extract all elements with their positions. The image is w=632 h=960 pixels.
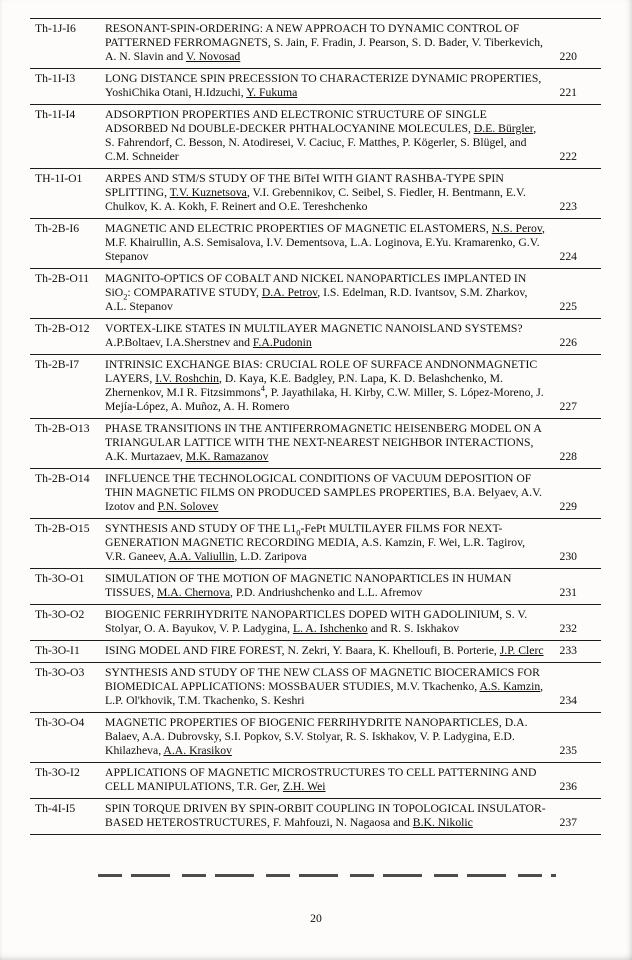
toc-entry <box>30 418 601 468</box>
entry-page-number: 227 <box>559 400 577 413</box>
toc-entry <box>30 604 601 640</box>
entry-title-authors: SYNTHESIS AND STUDY OF THE $L1_0$-FePt MULTILAYER FILMS FOR NEXT-GENERATION MAGNETIC RECORDING MEDIA, A.S. Kamzin, F. Wei, L.R. Tagirov, V.R. Ganeev, A.A. Valiullin, L.D. Zaripova <box>105 522 526 563</box>
toc-entry <box>30 104 601 168</box>
session-code: Th-2B-O14 <box>35 472 90 485</box>
entry-page-number: 224 <box>559 250 577 263</box>
entry-title-authors: APPLICATIONS OF MAGNETIC MICROSTRUCTURES TO CELL PATTERNING AND CELL MANIPULATIONS, T.R. Ger, Z.H. Wei <box>105 766 537 793</box>
entry-title-authors: LONG DISTANCE SPIN PRECESSION TO CHARACTERIZE DYNAMIC PROPERTIES, YoshiChika Otani, H.Idzuchi, Y. Fukuma <box>105 72 542 99</box>
program-contents-table <box>30 18 601 835</box>
session-code: Th-3O-O1 <box>35 572 85 585</box>
toc-entry <box>30 318 601 354</box>
toc-entry <box>30 468 601 518</box>
entry-page-number: 220 <box>559 50 577 63</box>
entry-page-number: 230 <box>559 550 577 563</box>
entry-title-authors: SIMULATION OF THE MOTION OF MAGNETIC NANOPARTICLES IN HUMAN TISSUES, M.A. Chernova, P.D. Andriushchenko and L.L. Afremov <box>105 572 512 599</box>
session-code: Th-1I-I4 <box>35 108 76 121</box>
toc-entry <box>30 798 601 834</box>
entry-title-authors: ADSORPTION PROPERTIES AND ELECTRONIC STRUCTURE OF SINGLE ADSORBED Nd DOUBLE-DECKER PHTHALOCYANINE MOLECULES, D.E. Bürgler, S. Fahrendorf, C. Besson, N. Atodiresei, V. Caciuc, F. Matthes, P. Kögerler, S. Blügel, and C.M. Schneider <box>105 108 537 163</box>
entry-page-number: 234 <box>559 694 577 707</box>
session-code: Th-2B-O15 <box>35 522 90 535</box>
entry-page-number: 228 <box>559 450 577 463</box>
session-code: Th-2B-I7 <box>35 358 80 371</box>
toc-entry <box>30 640 601 662</box>
session-code: Th-3O-I1 <box>35 644 80 657</box>
session-code: Th-4I-I5 <box>35 802 76 815</box>
toc-entry <box>30 168 601 218</box>
entry-title-authors: MAGNITO-OPTICS OF COBALT AND NICKEL NANOPARTICLES IMPLANTED IN SiO$_2$: COMPARATIVE STUDY, D.A. Petrov, I.S. Edelman, R.D. Ivantsov, S.M. Zharkov, A.L. Stepanov <box>105 272 528 313</box>
entry-title-authors: INTRINSIC EXCHANGE BIAS: CRUCIAL ROLE OF SURFACE ANDNONMAGNETIC LAYERS, I.V. Roshchin, D. Kaya, K.E. Badgley, P.N. Lapa, K. D. Belashchenko, M. Zhernenkov, M.I R. Fitzsimmons$^4$, P. Jayathilaka, H. Kirby, C.W. Miller, S. López-Moreno, J. Mejía-López, A. Muñoz, A. H. Romero <box>105 358 544 413</box>
entry-page-number: 221 <box>559 86 577 99</box>
entry-page-number: 231 <box>559 586 577 599</box>
entry-title-authors: RESONANT-SPIN-ORDERING: A NEW APPROACH TO DYNAMIC CONTROL OF PATTERNED FERROMAGNETS, S. Jain, F. Fradin, J. Pearson, S. D. Bader, V. Tiberkevich, A. N. Slavin and V. Novosad <box>105 22 543 63</box>
entry-page-number: 225 <box>559 300 577 313</box>
session-code: TH-1I-O1 <box>35 172 83 185</box>
session-code: Th-3O-I2 <box>35 766 80 779</box>
session-code: Th-3O-O2 <box>35 608 85 621</box>
entry-title-authors: ARPES AND STM/S STUDY OF THE BiTeI WITH GIANT RASHBA-TYPE SPIN SPLITTING, T.V. Kuznetsova, V.I. Grebennikov, C. Seibel, S. Fiedler, H. Bentmann, E.V. Chulkov, K. A. Kokh, F. Reinert and O.E. Tereshchenko <box>105 172 526 213</box>
entry-title-authors: SPIN TORQUE DRIVEN BY SPIN-ORBIT COUPLING IN TOPOLOGICAL INSULATOR-BASED HETEROSTRUCTURES, F. Mahfouzi, N. Nagaosa and B.K. Nikolic <box>105 802 546 829</box>
entry-page-number: 222 <box>559 150 577 163</box>
toc-entry <box>30 354 601 418</box>
entry-title-authors: SYNTHESIS AND STUDY OF THE NEW CLASS OF MAGNETIC BIOCERAMICS FOR BIOMEDICAL APPLICATIONS: MOSSBAUER STUDIES, M.V. Tkachenko, A.S. Kamzin, L.P. Ol'khovik, T.M. Tkachenko, S. Keshri <box>105 666 544 707</box>
toc-entry <box>30 662 601 712</box>
entry-page-number: 233 <box>559 644 577 657</box>
toc-entry <box>30 568 601 604</box>
toc-entry <box>30 518 601 568</box>
session-code: Th-1J-I6 <box>35 22 76 35</box>
entry-page-number: 226 <box>559 336 577 349</box>
toc-entry <box>30 268 601 318</box>
entry-title-authors: PHASE TRANSITIONS IN THE ANTIFERROMAGNETIC HEISENBERG MODEL ON A TRIANGULAR LATTICE WITH THE NEXT-NEAREST NEIGHBOR INTERACTIONS, A.K. Murtazaev, M.K. Ramazanov <box>105 422 542 463</box>
entry-page-number: 229 <box>559 500 577 513</box>
session-code: Th-2B-O13 <box>35 422 90 435</box>
entry-title-authors: VORTEX-LIKE STATES IN MULTILAYER MAGNETIC NANOISLAND SYSTEMS? A.P.Boltaev, I.A.Sherstnev and F.A.Pudonin <box>105 322 523 349</box>
entry-title-authors: BIOGENIC FERRIHYDRITE NANOPARTICLES DOPED WITH GADOLINIUM, S. V. Stolyar, O. A. Bayukov, V. P. Ladygina, L. A. Ishchenko and R. S. Iskhakov <box>105 608 528 635</box>
toc-entry <box>30 68 601 104</box>
session-code: Th-2B-O11 <box>35 272 90 285</box>
entry-page-number: 237 <box>559 816 577 829</box>
entry-page-number: 236 <box>559 780 577 793</box>
entry-title-authors: INFLUENCE THE TECHNOLOGICAL CONDITIONS OF VACUUM DEPOSITION OF THIN MAGNETIC FILMS ON PRODUCED SAMPLES PROPERTIES, B.A. Belyaev, A.V. Izotov and P.N. Solovev <box>105 472 542 513</box>
entry-title-authors: MAGNETIC PROPERTIES OF BIOGENIC FERRIHYDRITE NANOPARTICLES, D.A. Balaev, A.A. Dubrovsky, S.I. Popkov, S.V. Stolyar, R. S. Iskhakov, V. P. Ladygina, E.D. Khilazheva, A.A. Krasikov <box>105 716 528 757</box>
toc-entry <box>30 18 601 68</box>
entry-page-number: 223 <box>559 200 577 213</box>
toc-entry <box>30 712 601 762</box>
footer-divider-line <box>98 874 556 877</box>
session-code: Th-3O-O4 <box>35 716 85 729</box>
entry-page-number: 232 <box>559 622 577 635</box>
session-code: Th-3O-O3 <box>35 666 85 679</box>
entry-page-number: 235 <box>559 744 577 757</box>
session-code: Th-2B-O12 <box>35 322 90 335</box>
page-number: 20 <box>310 912 322 925</box>
entry-title-authors: MAGNETIC AND ELECTRIC PROPERTIES OF MAGNETIC ELASTOMERS, N.S. Perov, M.F. Khairullin, A.S. Semisalova, I.V. Dementsova, L.A. Loginova, E.Yu. Kramarenko, G.V. Stepanov <box>105 222 545 263</box>
toc-entry <box>30 218 601 268</box>
session-code: Th-1I-I3 <box>35 72 76 85</box>
toc-entry <box>30 762 601 798</box>
session-code: Th-2B-I6 <box>35 222 80 235</box>
entry-title-authors: ISING MODEL AND FIRE FOREST, N. Zekri, Y. Baara, K. Khelloufi, B. Porterie, J.P. Clerc <box>105 644 544 657</box>
